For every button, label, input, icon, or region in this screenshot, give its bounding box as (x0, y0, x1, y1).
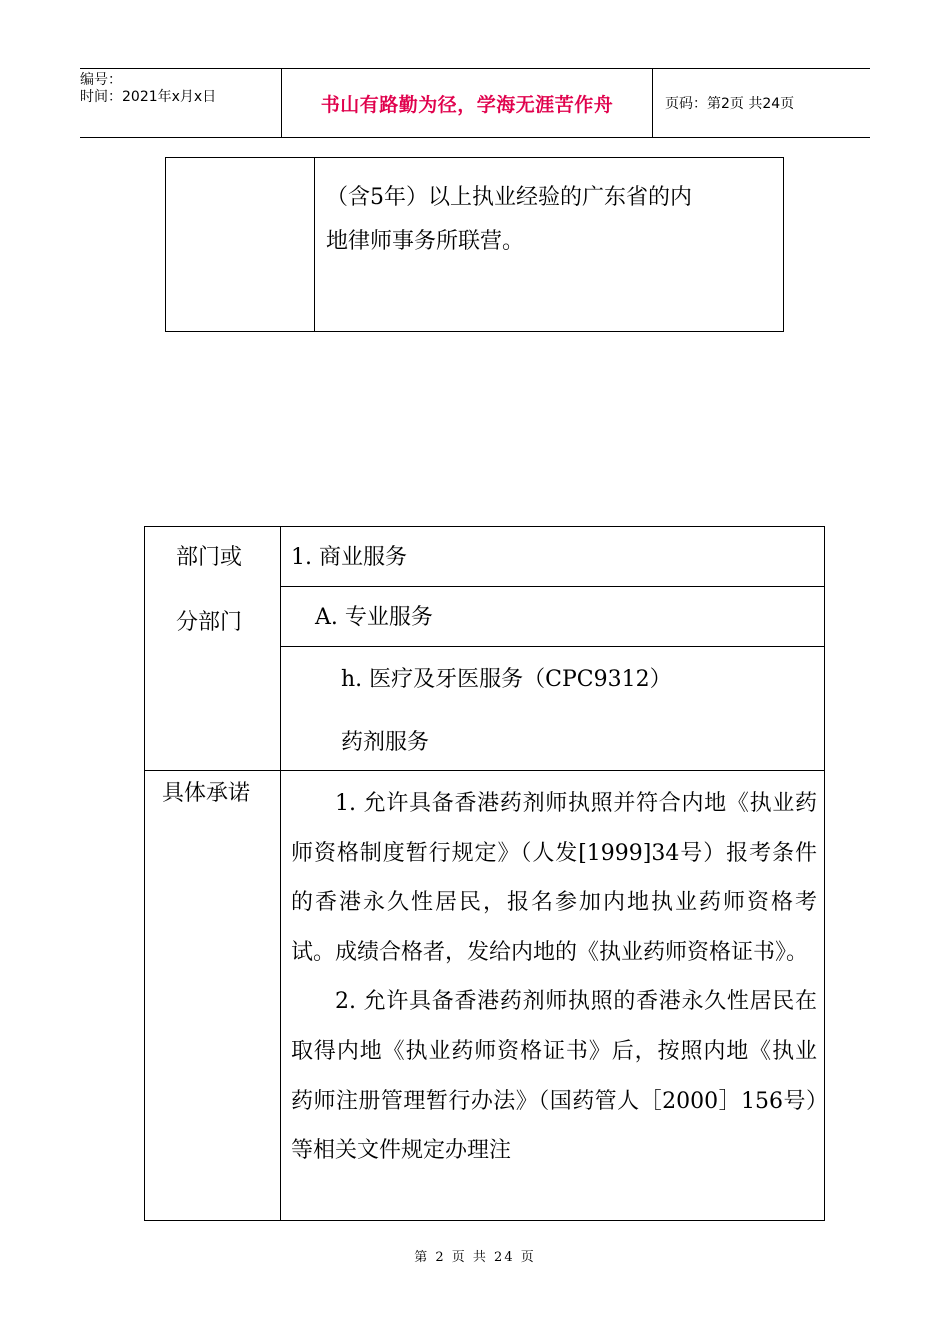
sector-row-2: A. 专业服务 (315, 605, 433, 630)
header-time-label: 时间：2021年x月x日 (80, 89, 217, 105)
header-motto: 书山有路勤为径，学海无涯苦作舟 (281, 69, 653, 137)
continuation-line-1: （含5年）以上执业经验的广东省的内 (326, 185, 692, 210)
page-header (80, 68, 870, 138)
commitment-body (291, 779, 817, 1176)
commitment-paragraph-1: 1. 允许具备香港药剂师执照并符合内地《执业药师资格制度暂行规定》（人发[1999]34号）报考条件的香港永久性居民，报名参加内地执业药师资格考试。成绩合格者，发给内地的《执业药师资格证书》。 (291, 791, 817, 965)
commitment-paragraph-2: 2. 允许具备香港药剂师执照的香港永久性居民在取得内地《执业药师资格证书》后，按照内地《执业药师注册管理暂行办法》（国药管人［2000］156号）等相关文件规定办理注 (291, 989, 817, 1164)
page-footer: 第 2 页 共 24 页 (414, 1250, 536, 1265)
row-divider (145, 770, 824, 771)
sector-label-line-2: 分部门 (176, 610, 243, 635)
sector-row-3-line-2: 药剂服务 (341, 730, 430, 755)
sector-row-1: 1. 商业服务 (291, 545, 407, 570)
header-page-info: 页码：第2页 共24页 (665, 96, 795, 112)
header-number-label: 编号： (80, 72, 122, 88)
row-divider (280, 586, 824, 587)
commitment-label: 具体承诺 (162, 781, 251, 806)
continuation-line-2: 地律师事务所联营。 (326, 229, 525, 254)
row-divider (280, 646, 824, 647)
table-column-divider (280, 527, 281, 1220)
continuation-text (326, 176, 776, 264)
sector-row-3-line-1: h. 医疗及牙医服务（CPC9312） (341, 667, 672, 692)
commitment-table (144, 526, 825, 1221)
continuation-table (165, 157, 784, 332)
table-column-divider (314, 158, 315, 331)
sector-label-line-1: 部门或 (176, 545, 243, 570)
header-meta (80, 69, 280, 140)
